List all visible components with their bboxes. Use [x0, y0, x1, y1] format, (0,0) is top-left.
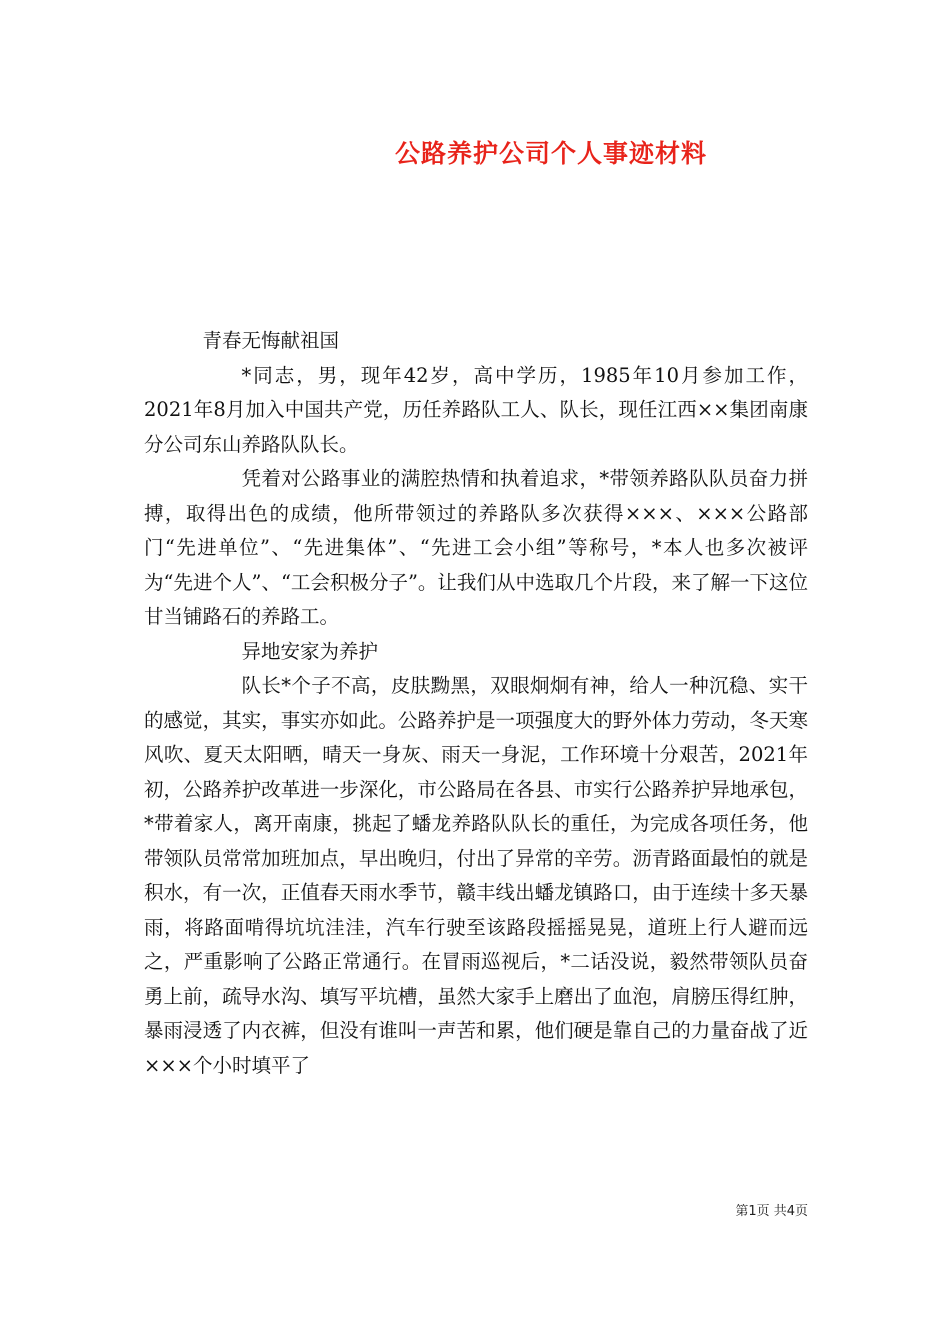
paragraph: 凭着对公路事业的满腔热情和执着追求，*带领养路队队员奋力拼搏，取得出色的成绩，他所带领过的养路队多次获得×××、×××公路部门“先进单位”、“先进集体”、“先进工会小组”等称号，*本人也多次被评为“先进个人”、“工会积极分子”。让我们从中选取几个片段，来了解一下这位甘当铺路石的养路工。 [144, 467, 808, 628]
document-body [144, 324, 808, 1083]
section-heading: 异地安家为养护 [241, 639, 379, 663]
paragraph: *同志，男，现年42岁，高中学历，1985年10月参加工作，2021年8月加入中国共产党，历任养路队工人、队长，现任江西××集团南康分公司东山养路队队长。 [144, 363, 808, 456]
paragraph: 队长*个子不高，皮肤黝黑，双眼炯炯有神，给人一种沉稳、实干的感觉，其实，事实亦如此。公路养护是一项强度大的野外体力劳动，冬天寒风吹、夏天太阳晒，晴天一身灰、雨天一身泥，工作环境十分艰苦，2021年初，公路养护改革进一步深化，市公路局在各县、市实行公路养护异地承包，*带着家人，离开南康，挑起了蟠龙养路队队长的重任，为完成各项任务，他带领队员常常加班加点，早出晚归，付出了异常的辛劳。沥青路面最怕的就是积水，有一次，正值春天雨水季节，赣丰线出蟠龙镇路口，由于连续十多天暴雨，将路面啃得坑坑洼洼，汽车行驶至该路段摇摇晃晃，道班上行人避而远之，严重影响了公路正常通行。在冒雨巡视后，*二话没说，毅然带领队员奋勇上前，疏导水沟、填写平坑槽，虽然大家手上磨出了血泡，肩膀压得红肿，暴雨浸透了内衣裤，但没有谁叫一声苦和累，他们硬是靠自己的力量奋战了近×××个小时填平了 [144, 674, 808, 1077]
section-heading: 青春无悔献祖国 [202, 329, 340, 352]
page-number: 第1页 共4页 [735, 1204, 808, 1219]
document-title: 公路养护公司个人事迹材料 [394, 139, 707, 168]
